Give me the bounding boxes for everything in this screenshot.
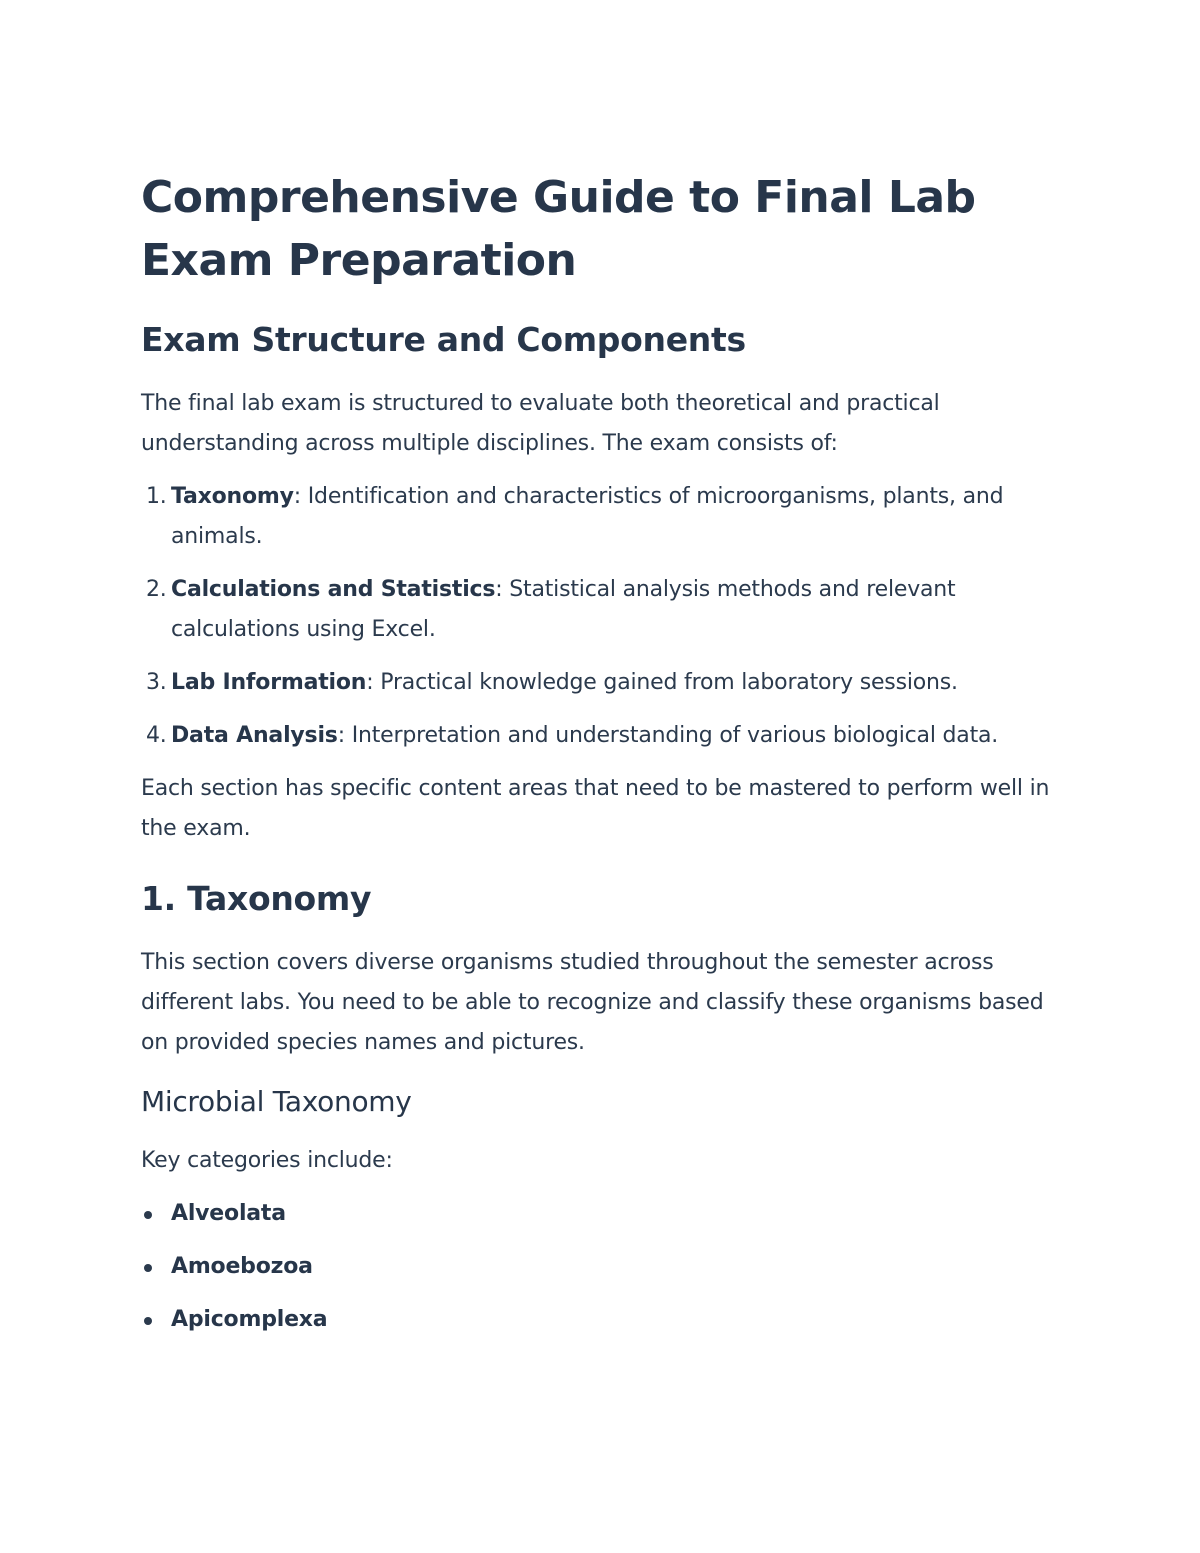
taxonomy-intro: This section covers diverse organisms studied throughout the semester across different labs. You need to be able to recognize and classify these organisms based on provided species names and pictures. xyxy=(141,950,1044,1055)
list-item xyxy=(141,570,1061,650)
document-title: Comprehensive Guide to Final Lab Exam Preparation xyxy=(141,172,976,286)
section-heading-exam-structure: Exam Structure and Components xyxy=(141,320,746,359)
category-name: Amoebozoa xyxy=(171,1254,313,1279)
list-item-term: Calculations and Statistics xyxy=(171,577,496,602)
list-item-term: Data Analysis xyxy=(171,723,338,748)
list-item xyxy=(141,1247,1061,1287)
microbial-categories-list xyxy=(141,1194,1061,1340)
list-number: 4. xyxy=(146,723,167,748)
list-item-desc: : Practical knowledge gained from laboratory sessions. xyxy=(366,670,958,695)
bullet-icon xyxy=(144,1264,152,1272)
subsection-heading-microbial-taxonomy: Microbial Taxonomy xyxy=(141,1085,412,1118)
section-heading-taxonomy: 1. Taxonomy xyxy=(141,879,372,918)
list-item-desc: : Identification and characteristics of microorganisms, plants, and animals. xyxy=(171,484,1004,549)
list-item xyxy=(141,1194,1061,1234)
bullet-icon xyxy=(144,1211,152,1219)
list-number: 1. xyxy=(146,484,167,509)
key-categories-intro: Key categories include: xyxy=(141,1148,393,1173)
category-name: Alveolata xyxy=(171,1201,286,1226)
list-item-term: Lab Information xyxy=(171,670,367,695)
list-number: 3. xyxy=(146,670,167,695)
bullet-icon xyxy=(144,1317,152,1325)
list-item-desc: : Statistical analysis methods and relevant calculations using Excel. xyxy=(171,577,956,642)
list-number: 2. xyxy=(146,577,167,602)
exam-structure-summary: Each section has specific content areas that need to be mastered to perform well in the exam. xyxy=(141,776,1050,841)
list-item xyxy=(141,663,1061,703)
list-item xyxy=(141,1300,1061,1340)
category-name: Apicomplexa xyxy=(171,1307,328,1332)
document-page xyxy=(141,166,1061,1340)
list-item xyxy=(141,477,1061,557)
list-item xyxy=(141,716,1061,756)
exam-components-list xyxy=(141,477,1061,756)
list-item-term: Taxonomy xyxy=(171,484,294,509)
exam-structure-intro: The final lab exam is structured to evaluate both theoretical and practical understanding across multiple disciplines. The exam consists of: xyxy=(141,391,940,456)
list-item-desc: : Interpretation and understanding of various biological data. xyxy=(337,723,999,748)
